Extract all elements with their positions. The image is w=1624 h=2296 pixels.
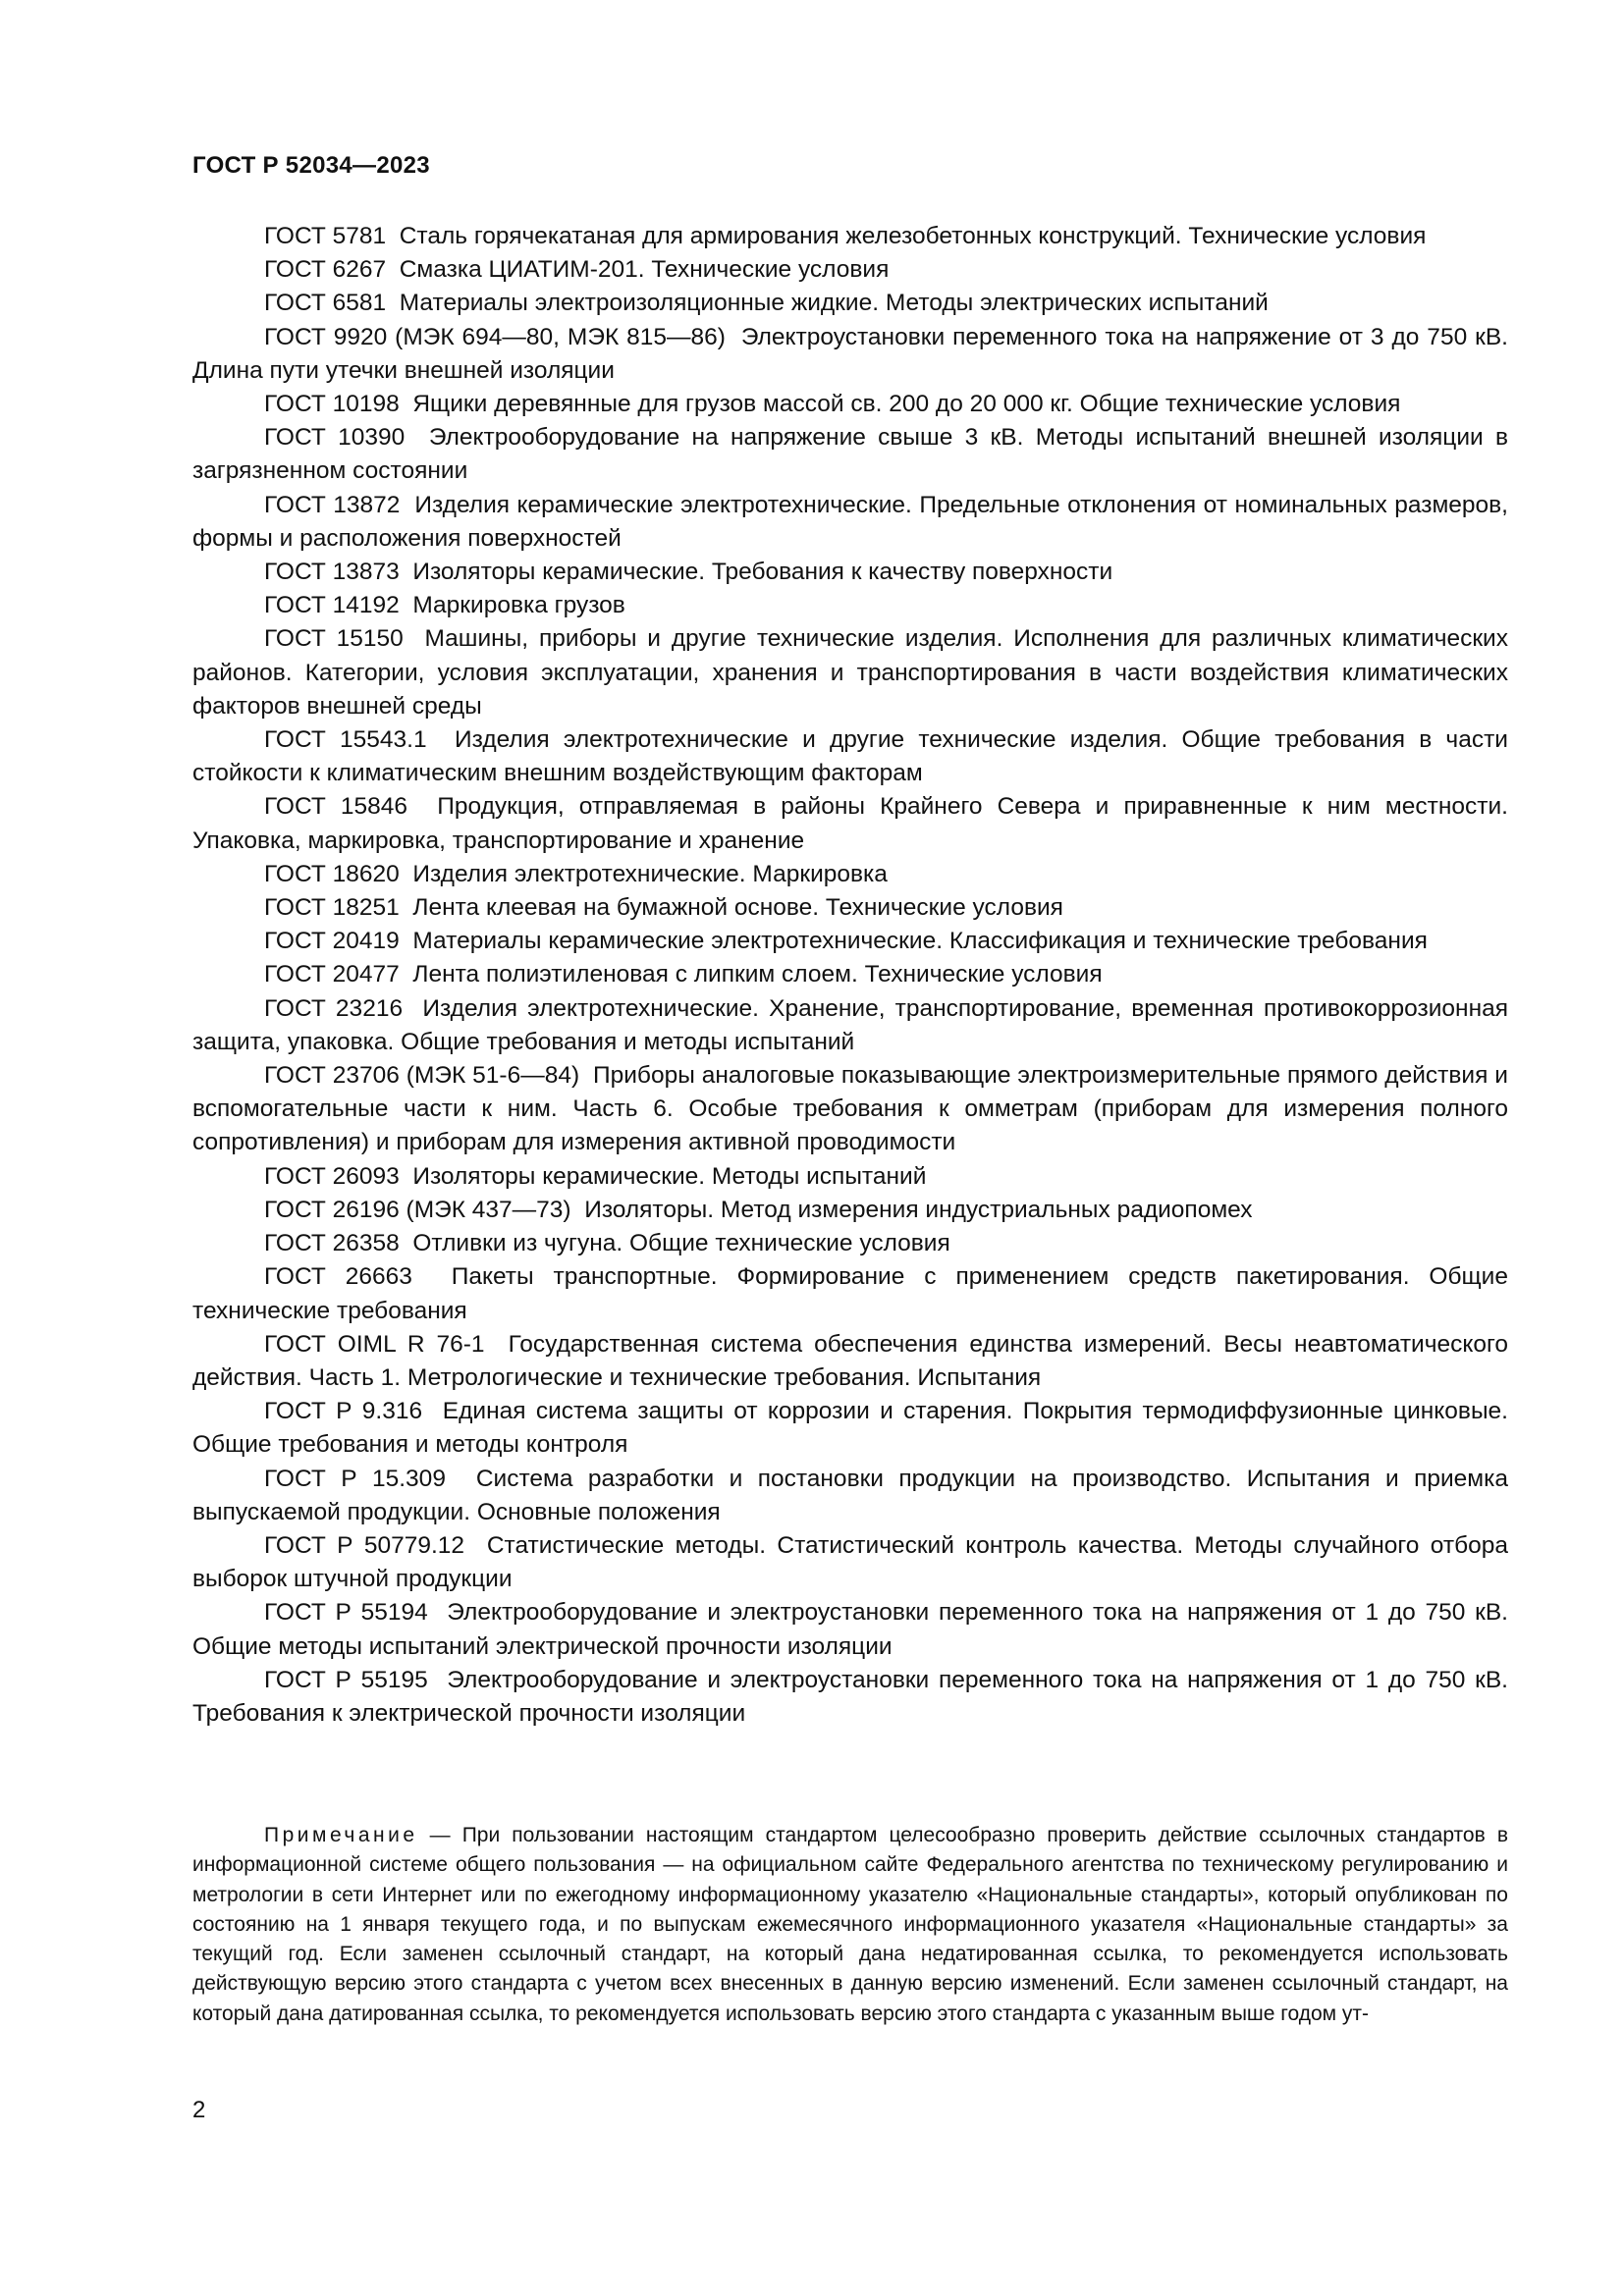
reference-entry bbox=[192, 1395, 1508, 1462]
reference-code: ГОСТ 20477 bbox=[264, 961, 400, 988]
note-text: — При пользовании настоящим стандартом целесообразно проверить действие ссылочных стандартов в информационной системе общего пользования — на официальном сайте Федерального агентства по техническому регулированию и метрологии в сети Интернет или по ежегодному информационному указателю «Национальные стандарты», который опубликован по состоянию на 1 января текущего года, и по выпускам ежемесячного информационного указателя «Национальные стандарты» за текущий год. Если заменен ссылочный стандарт, на который дана недатированная ссылка, то рекомендуется использовать действующую версию этого стандарта с учетом всех внесенных в данную версию изменений. Если заменен ссылочный стандарт, на который дана датированная ссылка, то рекомендуется использовать версию этого стандарта с указанным выше годом ут- bbox=[192, 1824, 1508, 2025]
reference-entry bbox=[192, 1227, 1508, 1260]
reference-code: ГОСТ 14192 bbox=[264, 592, 400, 619]
reference-code: ГОСТ 5781 bbox=[264, 223, 387, 249]
note-block bbox=[192, 1821, 1508, 2029]
page-number: 2 bbox=[192, 2097, 206, 2123]
reference-title: Сталь горячекатаная для армирования железобетонных конструкций. Технические условия bbox=[399, 223, 1427, 249]
reference-code: ГОСТ 15150 bbox=[264, 625, 404, 653]
reference-entry bbox=[192, 1328, 1508, 1395]
reference-title: Государственная система обеспечения единства измерений. Весы неавтоматического действия. Часть 1. Метрологические и технические требования. Испытания bbox=[192, 1330, 1509, 1391]
reference-entry bbox=[192, 589, 1508, 622]
reference-entry bbox=[192, 891, 1508, 925]
reference-title: Маркировка грузов bbox=[412, 592, 625, 619]
reference-entry bbox=[192, 622, 1508, 723]
note-paragraph bbox=[192, 1821, 1508, 2029]
reference-title: Электрооборудование и электроустановки переменного тока на напряжения от 1 до 750 кВ. Общие методы испытаний электрической прочности изоляции bbox=[192, 1599, 1508, 1660]
reference-title: Приборы аналоговые показывающие электроизмерительные прямого действия и вспомогательные части к ним. Часть 6. Особые требования к омметрам (приборам для измерения полного сопротивления) и приборам для измерения активной проводимости bbox=[192, 1062, 1508, 1156]
reference-code: ГОСТ 6267 bbox=[264, 256, 387, 284]
reference-entry bbox=[192, 958, 1508, 991]
reference-code: ГОСТ 18620 bbox=[264, 860, 400, 887]
reference-code: ГОСТ 13873 bbox=[264, 559, 400, 586]
reference-title: Лента клеевая на бумажной основе. Технические условия bbox=[412, 894, 1063, 922]
reference-entry bbox=[192, 489, 1508, 556]
reference-code: ГОСТ 18251 bbox=[264, 894, 400, 922]
reference-title: Электроустановки переменного тока на напряжение от 3 до 750 кВ. Длина пути утечки внешней изоляции bbox=[192, 323, 1508, 384]
reference-code: ГОСТ Р 50779.12 bbox=[264, 1531, 465, 1559]
reference-entry bbox=[192, 220, 1508, 253]
reference-code: ГОСТ OIML R 76-1 bbox=[264, 1330, 485, 1358]
reference-entry bbox=[192, 992, 1508, 1059]
reference-title: Смазка ЦИАТИМ-201. Технические условия bbox=[399, 256, 890, 284]
reference-entry bbox=[192, 1664, 1508, 1731]
reference-entry bbox=[192, 790, 1508, 857]
reference-code: ГОСТ Р 15.309 bbox=[264, 1465, 446, 1492]
page-header-title: ГОСТ Р 52034—2023 bbox=[192, 152, 430, 179]
reference-code: ГОСТ 26358 bbox=[264, 1230, 400, 1257]
reference-code: ГОСТ 26196 (МЭК 437—73) bbox=[264, 1196, 571, 1223]
reference-code: ГОСТ 26093 bbox=[264, 1162, 400, 1190]
note-label: Примечание bbox=[264, 1824, 418, 1846]
reference-code: ГОСТ 10390 bbox=[264, 424, 406, 452]
reference-entry bbox=[192, 1529, 1508, 1596]
reference-title: Продукция, отправляемая в районы Крайнего Севера и приравненные к ним местности. Упаковка, маркировка, транспортирование и хранение bbox=[192, 793, 1508, 854]
reference-entry bbox=[192, 858, 1508, 891]
reference-title: Изделия электротехнические и другие технические изделия. Общие требования в части стойкости к климатическим внешним воздействующим факторам bbox=[192, 726, 1508, 787]
reference-title: Изделия электротехнические. Хранение, транспортирование, временная противокоррозионная защита, упаковка. Общие требования и методы испытаний bbox=[192, 994, 1509, 1055]
reference-entry bbox=[192, 321, 1508, 388]
reference-title: Электрооборудование и электроустановки переменного тока на напряжения от 1 до 750 кВ. Требования к электрической прочности изоляции bbox=[192, 1666, 1508, 1727]
reference-entry bbox=[192, 1260, 1508, 1327]
reference-title: Электрооборудование на напряжение свыше 3 кВ. Методы испытаний внешней изоляции в загрязненном состоянии bbox=[192, 424, 1509, 485]
reference-title: Единая система защиты от коррозии и старения. Покрытия термодиффузионные цинковые. Общие требования и методы контроля bbox=[192, 1398, 1508, 1459]
reference-title: Изоляторы керамические. Требования к качеству поверхности bbox=[412, 559, 1113, 586]
reference-entry bbox=[192, 1160, 1508, 1194]
reference-entry bbox=[192, 1463, 1508, 1529]
reference-entry bbox=[192, 1194, 1508, 1227]
reference-code: ГОСТ 26663 bbox=[264, 1263, 412, 1291]
reference-code: ГОСТ 15543.1 bbox=[264, 726, 427, 754]
reference-title: Изоляторы керамические. Методы испытаний bbox=[412, 1162, 927, 1190]
reference-title: Отливки из чугуна. Общие технические условия bbox=[412, 1230, 950, 1257]
reference-code: ГОСТ 23216 bbox=[264, 994, 404, 1022]
reference-title: Лента полиэтиленовая с липким слоем. Технические условия bbox=[412, 961, 1103, 988]
reference-title: Изделия электротехнические. Маркировка bbox=[412, 860, 888, 887]
reference-entry bbox=[192, 253, 1508, 287]
reference-title: Система разработки и постановки продукции на производство. Испытания и приемка выпускаемой продукции. Основные положения bbox=[192, 1465, 1509, 1525]
reference-code: ГОСТ 20419 bbox=[264, 928, 400, 955]
reference-entry bbox=[192, 388, 1508, 421]
reference-title: Пакеты транспортные. Формирование с применением средств пакетирования. Общие технические требования bbox=[192, 1263, 1508, 1324]
reference-entry bbox=[192, 1059, 1508, 1160]
reference-entry bbox=[192, 421, 1508, 488]
reference-code: ГОСТ 6581 bbox=[264, 290, 387, 317]
reference-code: ГОСТ 9920 (МЭК 694—80, МЭК 815—86) bbox=[264, 323, 726, 350]
reference-title: Изделия керамические электротехнические. Предельные отклонения от номинальных размеров, формы и расположения поверхностей bbox=[192, 491, 1508, 552]
reference-entry bbox=[192, 723, 1508, 790]
reference-code: ГОСТ Р 55194 bbox=[264, 1599, 428, 1627]
reference-title: Ящики деревянные для грузов массой св. 200 до 20 000 кг. Общие технические условия bbox=[412, 391, 1401, 418]
reference-entry bbox=[192, 925, 1508, 958]
reference-entry bbox=[192, 287, 1508, 320]
reference-title: Материалы электроизоляционные жидкие. Методы электрических испытаний bbox=[399, 290, 1269, 317]
reference-title: Статистические методы. Статистический контроль качества. Методы случайного отбора выборок штучной продукции bbox=[192, 1531, 1508, 1593]
reference-code: ГОСТ Р 55195 bbox=[264, 1666, 428, 1693]
reference-title: Машины, приборы и другие технические изделия. Исполнения для различных климатических районов. Категории, условия эксплуатации, хранения и транспортирования в части воздействия климатических факторов внешней среды bbox=[192, 625, 1508, 720]
reference-code: ГОСТ 23706 (МЭК 51-6—84) bbox=[264, 1062, 580, 1090]
reference-title: Материалы керамические электротехнические. Классификация и технические требования bbox=[412, 928, 1428, 955]
normative-references-list bbox=[192, 220, 1508, 1731]
reference-entry bbox=[192, 556, 1508, 589]
reference-code: ГОСТ 15846 bbox=[264, 793, 408, 821]
reference-code: ГОСТ Р 9.316 bbox=[264, 1398, 423, 1425]
reference-title: Изоляторы. Метод измерения индустриальных радиопомех bbox=[584, 1196, 1253, 1223]
reference-entry bbox=[192, 1596, 1508, 1663]
reference-code: ГОСТ 13872 bbox=[264, 491, 401, 518]
reference-code: ГОСТ 10198 bbox=[264, 391, 400, 418]
